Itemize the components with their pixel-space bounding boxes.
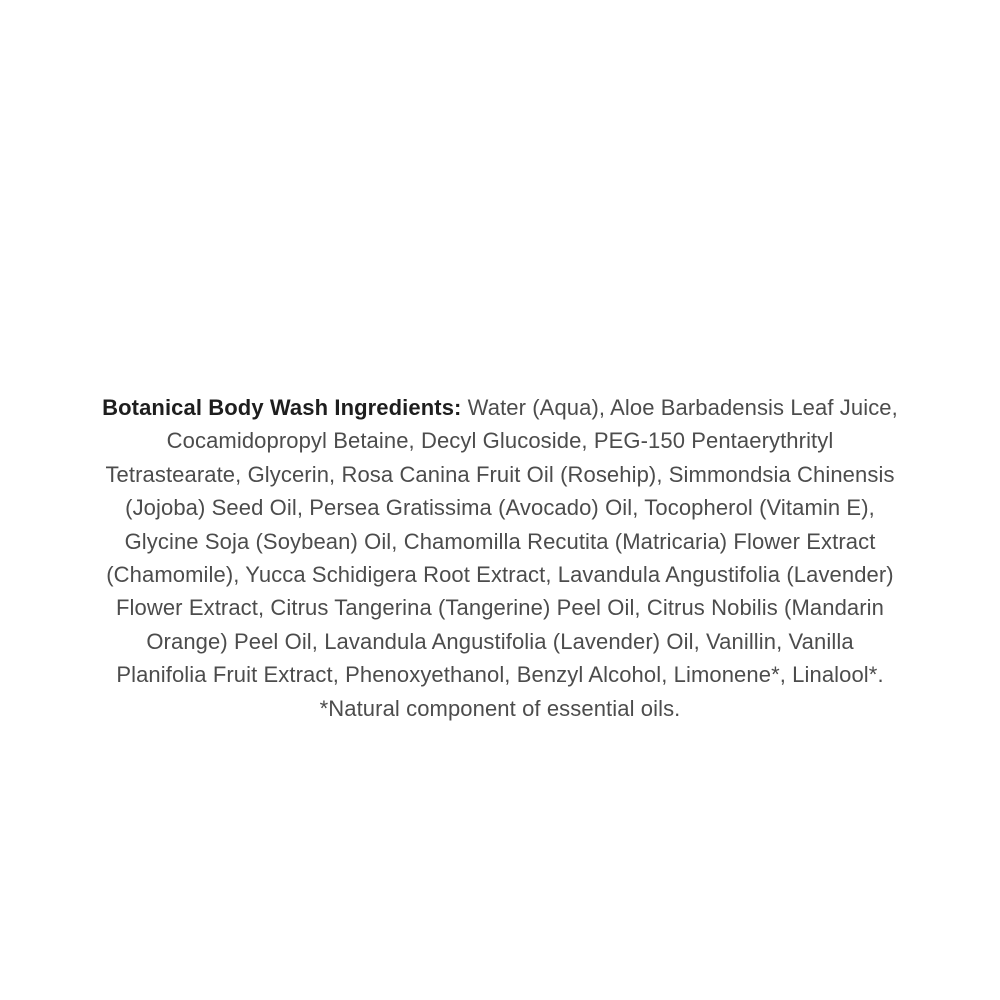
ingredients-block: [100, 391, 900, 725]
ingredients-paragraph: [100, 391, 900, 725]
ingredients-heading: Botanical Body Wash Ingredients:: [102, 395, 462, 420]
ingredients-body-text: Water (Aqua), Aloe Barbadensis Leaf Juice, Cocamidopropyl Betaine, Decyl Glucoside, PEG-150 Pentaerythrityl Tetrastearate, Glycerin, Rosa Canina Fruit Oil (Rosehip), Simmondsia Chinensis (Jojoba) Seed Oil, Persea Gratissima (Avocado) Oil, Tocopherol (Vitamin E), Glycine Soja (Soybean) Oil, Chamomilla Recutita (Matricaria) Flower Extract (Chamomile), Yucca Schidigera Root Extract, Lavandula Angustifolia (Lavender) Flower Extract, Citrus Tangerina (Tangerine) Peel Oil, Citrus Nobilis (Mandarin Orange) Peel Oil, Lavandula Angustifolia (Lavender) Oil, Vanillin, Vanilla Planifolia Fruit Extract, Phenoxyethanol, Benzyl Alcohol, Limonene*, Linalool*. *Natural component of essential oils.: [105, 395, 898, 721]
